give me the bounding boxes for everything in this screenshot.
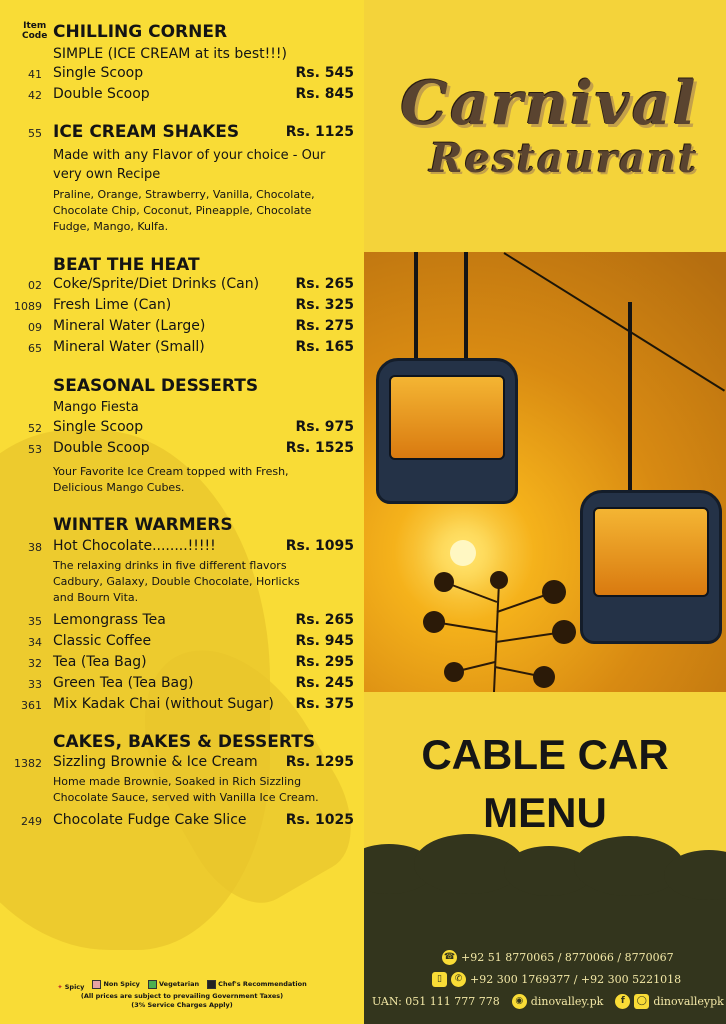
menu-item	[0, 754, 364, 774]
phone-row	[442, 950, 674, 965]
mobile-icon: ▯	[432, 972, 447, 987]
chef-hat-icon	[207, 980, 216, 989]
legend-vegetarian: Vegetarian	[148, 980, 199, 989]
item-name: Mineral Water (Large)	[53, 318, 206, 334]
menu-title-line-1: CABLE CAR	[421, 731, 669, 778]
item-code: 09	[28, 321, 42, 334]
cable-car-photo	[364, 252, 726, 692]
section-subtitle: Mango Fiesta	[53, 400, 139, 415]
menu-item	[0, 812, 364, 832]
item-name: Single Scoop	[53, 65, 144, 81]
logo-line-1: Carnival	[400, 69, 698, 139]
item-code: 41	[28, 68, 42, 81]
brand-panel	[364, 0, 726, 1024]
item-name: Coke/Sprite/Diet Drinks (Can)	[53, 276, 260, 292]
section-title: CHILLING CORNER	[53, 22, 228, 42]
social-handle[interactable]: dinovalleypk	[653, 995, 724, 1008]
item-description: Made with any Flavor of your choice - Our very own Recipe	[53, 148, 326, 182]
section-title: BEAT THE HEAT	[53, 255, 200, 275]
menu-item	[0, 440, 364, 460]
item-name: Mix Kadak Chai (without Sugar)	[53, 696, 274, 712]
item-code-label: Item Code	[22, 21, 48, 41]
item-code: 33	[28, 678, 42, 691]
cable-hanger	[628, 302, 632, 512]
facebook-icon[interactable]: f	[615, 994, 630, 1009]
item-price: Rs. 1025	[285, 812, 354, 828]
item-code: 32	[28, 657, 42, 670]
item-price: Rs. 1095	[285, 538, 354, 554]
menu-item	[0, 339, 364, 359]
item-price: Rs. 1525	[285, 440, 354, 456]
item-code: 02	[28, 279, 42, 292]
section-title: SEASONAL DESSERTS	[53, 376, 259, 396]
item-name: Double Scoop	[53, 86, 150, 102]
item-price: Rs. 975	[295, 419, 354, 435]
item-price: Rs. 1295	[285, 754, 354, 770]
item-price: Rs. 945	[295, 633, 354, 649]
item-price: Rs. 165	[295, 339, 354, 355]
cable-line	[503, 252, 725, 391]
menu-item	[0, 675, 364, 695]
item-description: The relaxing drinks in five different flavors Cadbury, Galaxy, Double Chocolate, Horlicks and Bourn Vita.	[53, 559, 300, 604]
whatsapp-icon: ✆	[451, 972, 466, 987]
menu-item	[0, 65, 364, 85]
vegetarian-icon	[148, 980, 157, 989]
section-title: CAKES, BAKES & DESSERTS	[53, 732, 316, 752]
section-title: WINTER WARMERS	[53, 515, 233, 535]
instagram-icon[interactable]: ◯	[634, 994, 649, 1009]
menu-item	[0, 276, 364, 296]
item-code: 1382	[14, 757, 42, 770]
uan-row	[372, 994, 724, 1009]
menu-item	[0, 86, 364, 106]
menu-item	[0, 122, 364, 144]
cable-hanger	[414, 252, 418, 372]
menu-title-line-2: MENU	[483, 789, 607, 836]
gondola	[580, 490, 722, 644]
phone-icon: ☎	[442, 950, 457, 965]
item-name: Tea (Tea Bag)	[53, 654, 147, 670]
item-code: 249	[21, 815, 42, 828]
item-code: 35	[28, 615, 42, 628]
menu-item	[0, 612, 364, 632]
menu-item	[0, 318, 364, 338]
restaurant-logo	[384, 69, 714, 182]
pine-tree	[404, 562, 584, 692]
item-name: Double Scoop	[53, 440, 150, 456]
item-name: Chocolate Fudge Cake Slice	[53, 812, 247, 828]
item-description: Home made Brownie, Soaked in Rich Sizzling Chocolate Sauce, served with Vanilla Ice Cream.	[53, 775, 319, 804]
chili-icon: ✦	[57, 983, 63, 991]
item-price: Rs. 275	[295, 318, 354, 334]
mobile-numbers: +92 300 1769377 / +92 300 5221018	[470, 973, 682, 986]
item-price: Rs. 265	[295, 276, 354, 292]
item-price: Rs. 245	[295, 675, 354, 691]
item-name: Single Scoop	[53, 419, 144, 435]
item-name: Lemongrass Tea	[53, 612, 166, 628]
section-subtitle: SIMPLE (ICE CREAM at its best!!!)	[53, 46, 287, 62]
item-name: Hot Chocolate........!!!!!	[53, 538, 216, 554]
menu-item	[0, 654, 364, 674]
item-price: Rs. 1125	[285, 124, 354, 140]
legend-non-spicy: Non Spicy	[92, 980, 139, 989]
flavor-list: Praline, Orange, Strawberry, Vanilla, Chocolate, Chocolate Chip, Coconut, Pineapple, Chocolate Fudge, Mango, Kulfa.	[53, 188, 315, 233]
item-code: 34	[28, 636, 42, 649]
item-price: Rs. 325	[295, 297, 354, 313]
item-code: 52	[28, 422, 42, 435]
logo-line-2: Restaurant	[429, 135, 699, 182]
menu-title	[364, 730, 726, 838]
item-code: 53	[28, 443, 42, 456]
cable-hanger	[464, 252, 468, 370]
phone-numbers: +92 51 8770065 / 8770066 / 8770067	[461, 951, 674, 964]
item-price: Rs. 265	[295, 612, 354, 628]
menu-item	[0, 538, 364, 558]
non-spicy-icon	[92, 980, 101, 989]
globe-icon: ◉	[512, 994, 527, 1009]
item-description: Your Favorite Ice Cream topped with Fresh, Delicious Mango Cubes.	[53, 465, 289, 494]
uan-number: UAN: 051 111 777 778	[372, 995, 500, 1008]
item-price: Rs. 375	[295, 696, 354, 712]
item-code: 1089	[14, 300, 42, 313]
item-name: Mineral Water (Small)	[53, 339, 205, 355]
menu-item	[0, 633, 364, 653]
item-code: 42	[28, 89, 42, 102]
item-code: 361	[21, 699, 42, 712]
menu-item	[0, 297, 364, 317]
item-name: Classic Coffee	[53, 633, 152, 649]
tax-note: (All prices are subject to prevailing Government Taxes)	[80, 992, 284, 1000]
legend	[0, 980, 364, 1010]
legend-spicy: ✦ Spicy	[57, 983, 85, 991]
section-title: ICE CREAM SHAKES	[53, 122, 240, 142]
menu-item	[0, 696, 364, 716]
item-code: 38	[28, 541, 42, 554]
item-name: Fresh Lime (Can)	[53, 297, 172, 313]
menu-item	[0, 419, 364, 439]
item-price: Rs. 545	[295, 65, 354, 81]
item-code: 65	[28, 342, 42, 355]
item-price: Rs. 845	[295, 86, 354, 102]
item-name: Sizzling Brownie & Ice Cream	[53, 754, 258, 770]
legend-chef: Chef's Recommendation	[207, 980, 307, 989]
website[interactable]: dinovalley.pk	[530, 995, 604, 1008]
mobile-row	[432, 972, 681, 987]
item-name: Green Tea (Tea Bag)	[53, 675, 194, 691]
gondola	[376, 358, 518, 504]
service-note: (3% Service Charges Apply)	[131, 1001, 233, 1009]
item-code: 55	[28, 127, 42, 140]
item-price: Rs. 295	[295, 654, 354, 670]
